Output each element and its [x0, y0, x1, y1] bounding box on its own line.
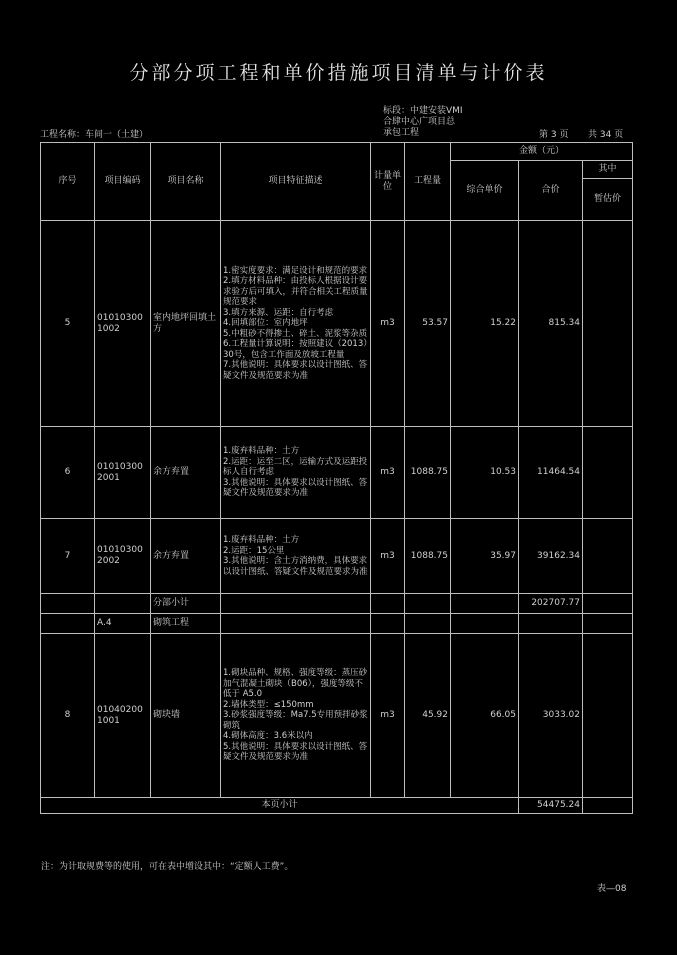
row-qty: 1088.75 [405, 427, 451, 519]
row-unit: m3 [371, 427, 405, 519]
subtotal-label: 分部小计 [151, 594, 221, 614]
header-qty: 工程量 [405, 143, 451, 221]
page-total-value: 54475.24 [519, 798, 583, 814]
header-desc: 项目特征描述 [221, 143, 371, 221]
row-unit: m3 [371, 519, 405, 594]
row-unit-price: 10.53 [451, 427, 519, 519]
header-unit: 计量单位 [371, 143, 405, 221]
row-seq: 5 [41, 221, 95, 427]
project-info-line: 合肆中心广项目总 [383, 117, 456, 127]
row-unit-price: 35.97 [451, 519, 519, 594]
row-name: 室内地坪回填土方 [151, 221, 221, 427]
header-code: 项目编码 [95, 143, 151, 221]
row-provisional [583, 427, 633, 519]
row-desc: 1.废弃料品种：土方 2.运距：运至二区，运输方式及运距投标人自行考虑 3.其他说明：具体要求以设计图纸、答疑文件及规范要求为准 [221, 427, 371, 519]
row-code: 010103001002 [95, 221, 151, 427]
row-unit: m3 [371, 221, 405, 427]
page-title: 分部分项工程和单价措施项目清单与计价表 [129, 62, 548, 84]
row-unit-price: 15.22 [451, 221, 519, 427]
header-seq: 序号 [41, 143, 95, 221]
row-total: 3033.02 [519, 634, 583, 798]
section-name: 砌筑工程 [151, 614, 221, 634]
project-info-line: 标段：中建安装VMI [383, 106, 463, 116]
form-code: 表—08 [597, 884, 627, 894]
table-row [41, 221, 633, 427]
row-provisional [583, 519, 633, 594]
row-desc: 1.密实度要求：满足设计和规范的要求 2.填方材料品种：由投标人根据设计要求验方后可填入，并符合相关工程质量规范要求 3.填方来源、运距：自行考虑 4.回填部位：室内地坪 5.中粗砂不得掺土、碎土、泥浆等杂质 6.工程量计算说明：按照建议（2013）30号，包含工作面及放坡工程量 7.其他说明：具体要求以设计图纸、答疑文件及规范要求为准 [221, 221, 371, 427]
subtotal-total: 202707.77 [519, 594, 583, 614]
row-provisional [583, 634, 633, 798]
table-row [41, 519, 633, 594]
header-total: 合价 [519, 161, 583, 221]
row-seq: 8 [41, 634, 95, 798]
bill-table [40, 142, 633, 814]
row-provisional [583, 221, 633, 427]
row-total: 39162.34 [519, 519, 583, 594]
row-seq: 6 [41, 427, 95, 519]
row-name: 余方弃置 [151, 519, 221, 594]
row-qty: 53.57 [405, 221, 451, 427]
header-provisional: 暂估价 [583, 179, 633, 221]
page-total: 共 34 页 [588, 130, 624, 140]
footer-note: 注：为计取规费等的使用，可在表中增设其中：“定额人工费”。 [41, 862, 294, 872]
section-code: A.4 [95, 614, 151, 634]
header-of-which: 其中 [583, 161, 633, 179]
page-current: 第 3 页 [539, 130, 569, 140]
row-qty: 45.92 [405, 634, 451, 798]
page-total-label: 本页小计 [41, 798, 519, 814]
header-name: 项目名称 [151, 143, 221, 221]
section-row [41, 614, 633, 634]
row-code: 010402001001 [95, 634, 151, 798]
row-name: 余方弃置 [151, 427, 221, 519]
row-unit: m3 [371, 634, 405, 798]
project-info-line: 承包工程 [383, 128, 420, 138]
row-code: 010103002001 [95, 427, 151, 519]
page-total-row [41, 798, 633, 814]
row-seq: 7 [41, 519, 95, 594]
row-unit-price: 66.05 [451, 634, 519, 798]
table-row [41, 634, 633, 798]
row-total: 815.34 [519, 221, 583, 427]
row-name: 砌块墙 [151, 634, 221, 798]
header-unit-price: 综合单价 [451, 161, 519, 221]
row-code: 010103002002 [95, 519, 151, 594]
row-desc: 1.废弃料品种：土方 2.运距：15公里 3.其他说明：含土方消纳费，具体要求以设计图纸、答疑文件及规范要求为准 [221, 519, 371, 594]
project-info [383, 106, 523, 139]
subtotal-row [41, 594, 633, 614]
row-desc: 1.砌块品种、规格、强度等级：蒸压砂加气混凝土砌块（B06），强度等级不低于 A5.0 2.墙体类型：≤150mm 3.砂浆强度等级：Ma7.5专用预拌砂浆砌筑 4.砌体高度：3.6米以内 5.其他说明：具体要求以设计图纸、答疑文件及规范要求为准 [221, 634, 371, 798]
project-name-label: 工程名称：车间一（土建） [40, 130, 149, 140]
header-amount-group: 金额（元） [451, 143, 633, 161]
row-total: 11464.54 [519, 427, 583, 519]
table-row [41, 427, 633, 519]
row-qty: 1088.75 [405, 519, 451, 594]
